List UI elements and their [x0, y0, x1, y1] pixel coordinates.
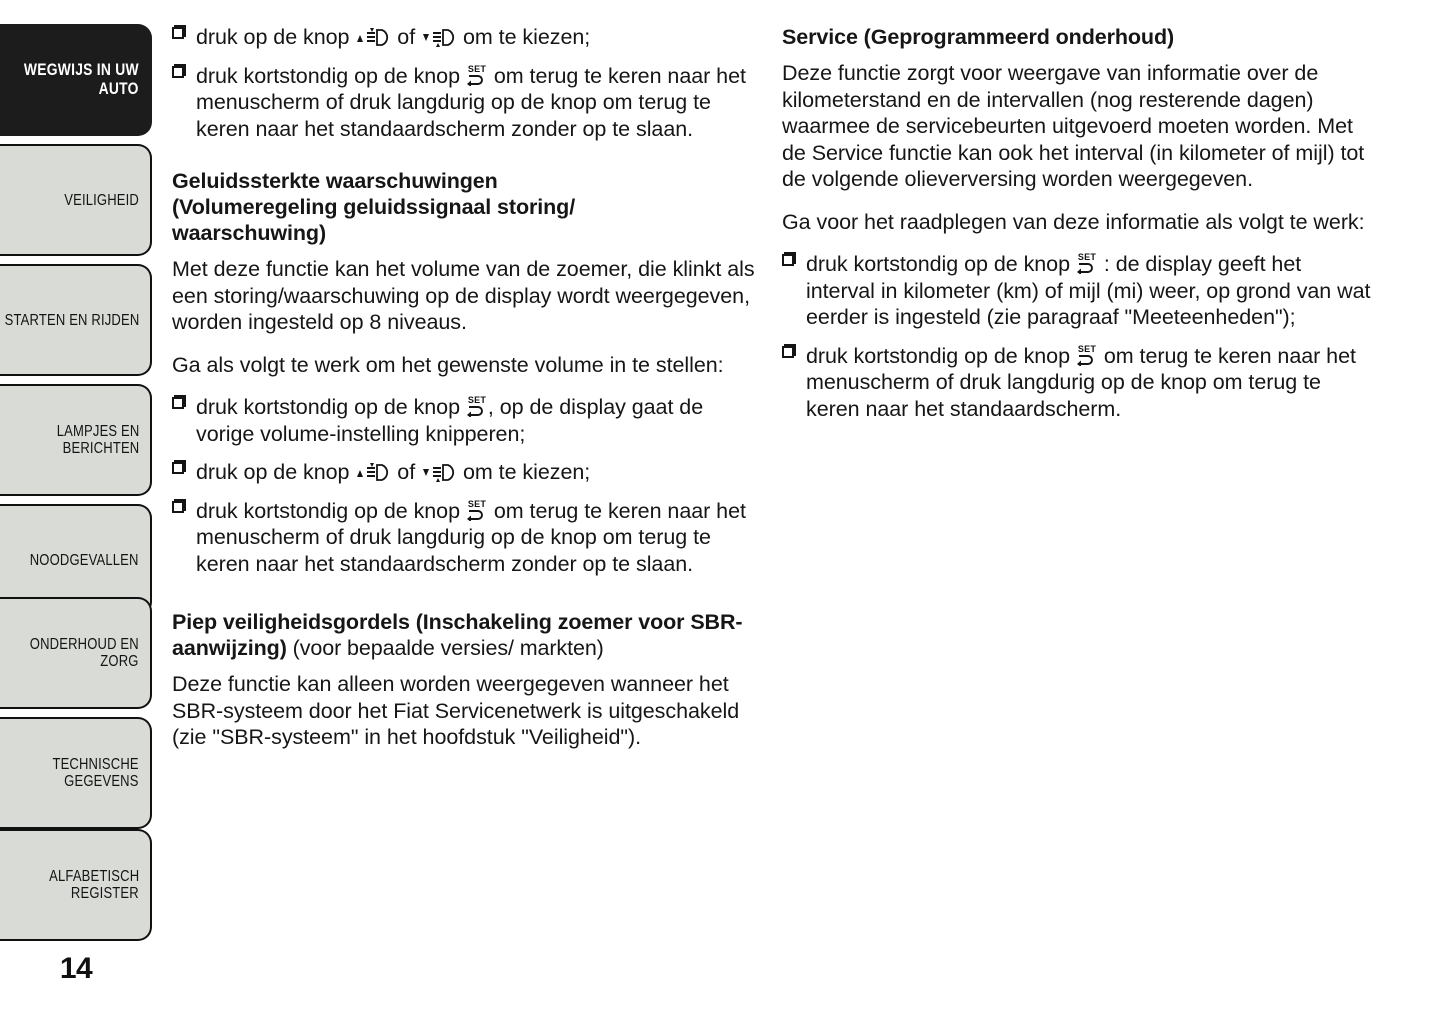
list-item	[172, 63, 755, 143]
list-item-text: om te kiezen;	[457, 25, 591, 49]
open-square-bullet-icon	[172, 25, 187, 40]
list-item	[172, 24, 755, 51]
sidebar-tab-starten-en-rijden[interactable]	[0, 264, 152, 376]
sidebar-tab-label-line: LAMPJES EN	[56, 423, 139, 440]
open-square-bullet-icon	[172, 395, 187, 410]
list-item-text: druk kortstondig op de knop	[196, 63, 466, 88]
list-item-text: om terug te keren naar het menuscherm of druk langdurig op de knop om terug te keren naar het standaardscherm zonder op te slaan.	[196, 498, 746, 576]
open-square-bullet-icon	[782, 344, 797, 359]
paragraph: Deze functie zorgt voor weergave van informatie over de kilometerstand en de intervallen (nog resterende dagen) waarmee de servicebeurten uitgevoerd moeten worden. Met de Service functie kan ook het interval (in kilometer of mijl) tot de volgende olieverversing worden weergegeven.	[782, 61, 1365, 191]
paragraph: Ga als volgt te werk om het gewenste volume in te stellen:	[172, 352, 724, 377]
open-square-bullet-icon	[782, 252, 797, 267]
sidebar-tab-label-line: ALFABETISCH	[48, 868, 139, 885]
sidebar-tab-onderhoud-en-zorg[interactable]	[0, 597, 152, 709]
sidebar-tab-wegwijs-in-uw-auto[interactable]	[0, 24, 152, 136]
sidebar-tab-veiligheid[interactable]	[0, 144, 152, 256]
set-button-icon	[467, 63, 487, 87]
set-button-icon-label: SET	[467, 498, 487, 509]
sidebar-tab-technische-gegevens[interactable]	[0, 717, 152, 829]
list-item-text: druk kortstondig op de knop	[196, 498, 466, 523]
heading-bold-part: Piep veiligheidsgordels (Inschakeling zoemer voor SBR-aanwijzing)	[172, 610, 743, 660]
lamp-down-icon	[422, 28, 456, 47]
list-item-text: : de display geeft het interval in kilometer (km) of mijl (mi) weer, op grond van wat eerder is ingesteld (zie paragraaf "Meeteenheden");	[806, 252, 1371, 329]
heading-line: waarschuwing)	[172, 221, 327, 245]
section-heading-geluidssterkte	[172, 168, 755, 246]
list-item	[782, 251, 1374, 331]
heading-line: Geluidssterkte waarschuwingen	[172, 169, 498, 193]
list-item	[172, 459, 755, 486]
list-item-text: om terug te keren naar het menuscherm of druk langdurig op de knop om terug te keren naar het standaardscherm.	[806, 343, 1356, 421]
set-button-icon-label: SET	[467, 395, 487, 405]
set-button-icon	[1077, 343, 1097, 367]
lamp-up-icon	[356, 28, 390, 47]
sidebar-tab-label-line: BERICHTEN	[62, 440, 139, 457]
heading-regular-part: (voor bepaalde versies/ markten)	[286, 636, 604, 660]
open-square-bullet-icon	[172, 460, 187, 475]
right-text-column	[782, 24, 1374, 434]
sidebar-tab-label-line: TECHNISCHE	[52, 756, 139, 773]
sidebar-tab-label-line: GEGEVENS	[64, 773, 139, 790]
section-heading-service: Service (Geprogrammeerd onderhoud)	[782, 25, 1175, 49]
sidebar-tab-label-line: ZORG	[100, 653, 139, 670]
sidebar-tab-lampjes-en-berichten[interactable]	[0, 384, 152, 496]
paragraph: Ga voor het raadplegen van deze informatie als volgt te werk:	[782, 209, 1365, 234]
sidebar-tab-label-line: AUTO	[98, 80, 139, 98]
list-item	[172, 394, 755, 447]
sidebar-tab-label-line: ONDERHOUD EN	[29, 636, 139, 653]
sidebar-tab-label-line: STARTEN EN RIJDEN	[4, 311, 139, 329]
list-item-text: druk kortstondig op de knop	[806, 252, 1076, 276]
sidebar-tab-alfabetisch-register[interactable]	[0, 829, 152, 941]
section-heading-piep-veiligheidsgordels	[172, 609, 755, 661]
open-square-bullet-icon	[172, 64, 187, 79]
list-item-text: druk op de knop	[196, 460, 356, 484]
set-button-icon	[467, 397, 487, 418]
middle-text-column	[172, 24, 755, 751]
list-item-text: druk kortstondig op de knop	[806, 343, 1076, 368]
set-button-icon	[1077, 254, 1097, 275]
list-item-text: , op de display gaat de vorige volume-instelling knipperen;	[196, 395, 704, 446]
set-button-icon	[467, 498, 487, 522]
chapter-tab-sidebar	[0, 0, 152, 1018]
set-button-icon-label: SET	[1077, 252, 1097, 262]
lamp-up-icon	[356, 463, 390, 482]
list-item	[172, 498, 755, 578]
sidebar-tab-label-line: NOODGEVALLEN	[30, 551, 139, 569]
list-item	[782, 343, 1374, 423]
heading-line: (Volumeregeling geluidssignaal storing/	[172, 195, 576, 219]
page-number: 14	[59, 952, 93, 985]
open-square-bullet-icon	[172, 499, 187, 514]
paragraph: Met deze functie kan het volume van de zoemer, die klinkt als een storing/waarschuwing op de display wordt weergegeven, worden ingesteld op 8 niveaus.	[172, 257, 755, 334]
sidebar-tab-label-line: VEILIGHEID	[64, 191, 139, 209]
set-button-icon-label: SET	[467, 63, 487, 74]
sidebar-tab-label-line: WEGWIJS IN UW	[24, 61, 139, 79]
list-item-text: om terug te keren naar het menuscherm of druk langdurig op de knop om terug te keren naar het standaardscherm zonder op te slaan.	[196, 63, 746, 141]
list-item-text: of	[391, 25, 422, 49]
paragraph: Deze functie kan alleen worden weergegeven wanneer het SBR-systeem door het Fiat Servicenetwerk is uitgeschakeld (zie "SBR-systeem" in het hoofdstuk "Veiligheid").	[172, 672, 740, 749]
set-button-icon-label: SET	[1077, 343, 1097, 354]
list-item-text: druk op de knop	[196, 25, 356, 49]
list-item-text: of	[391, 460, 422, 484]
lamp-down-icon	[422, 463, 456, 482]
list-item-text: druk kortstondig op de knop	[196, 395, 466, 419]
sidebar-tab-label-line: REGISTER	[71, 885, 139, 902]
list-item-text: om te kiezen;	[457, 460, 591, 484]
